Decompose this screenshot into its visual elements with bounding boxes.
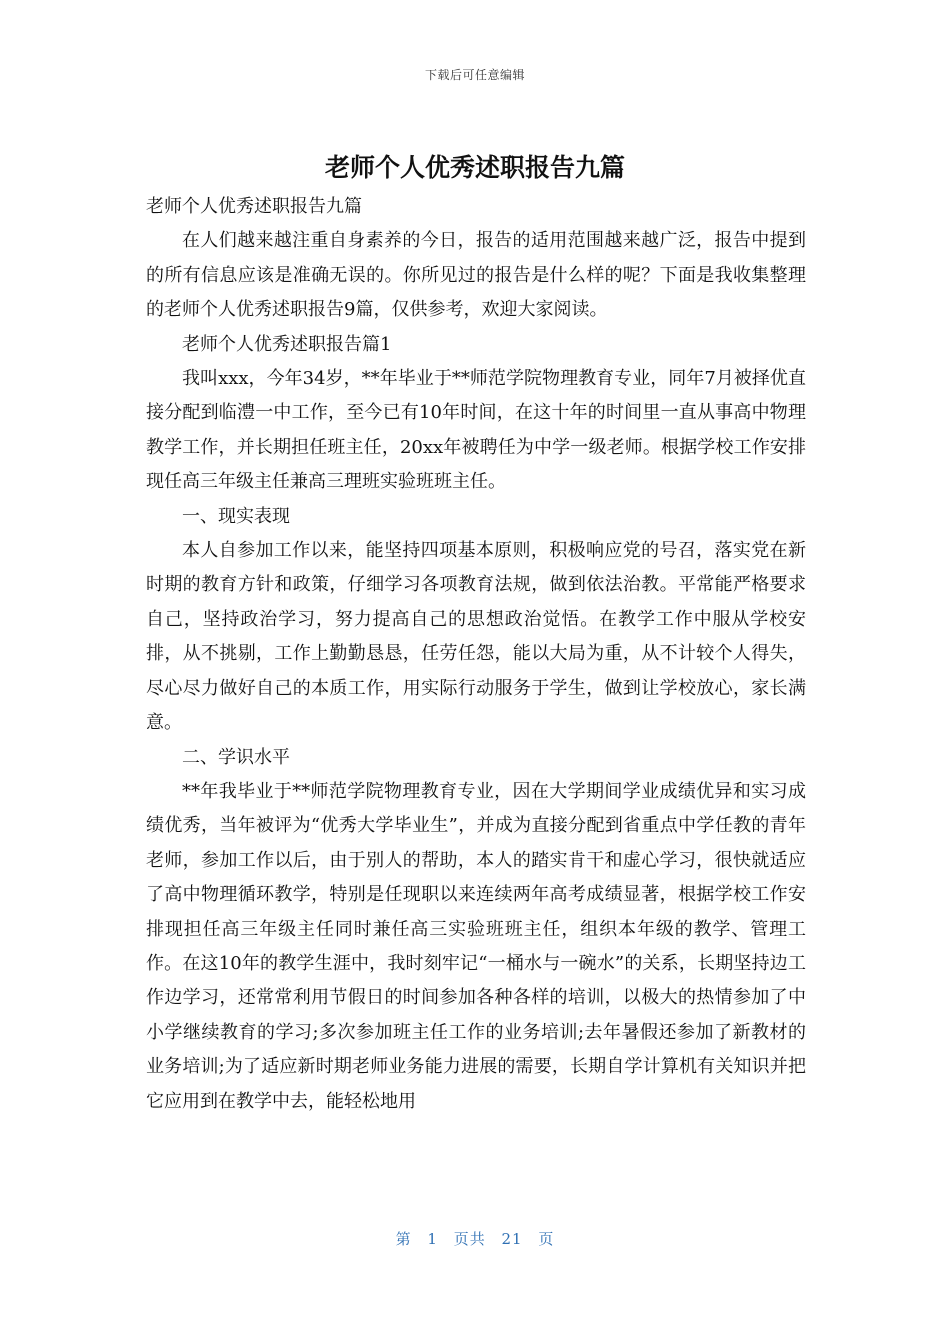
body-paragraph: **年我毕业于**师范学院物理教育专业，因在大学期间学业成绩优异和实习成绩优秀，当年被评为“优秀大学毕业生”，并成为直接分配到省重点中学任教的青年老师，参加工作以后，由于别人的帮助，本人的踏实肯干和虚心学习，很快就适应了高中物理循环教学，特别是任现职以来连续两年高考成绩显著，根据学校工作安排现担任高三年级主任同时兼任高三实验班班主任，组织本年级的教学、管理工作。在这10年的教学生涯中，我时刻牢记“一桶水与一碗水”的关系，长期坚持边工作边学习，还常常利用节假日的时间参加各种各样的培训，以极大的热情参加了中小学继续教育的学习;多次参加班主任工作的业务培训;去年暑假还参加了新教材的业务培训;为了适应新时期老师业务能力进展的需要，长期自学计算机有关知识并把它应用到在教学中去，能轻松地用 <box>146 780 806 1112</box>
section-heading-knowledge: 二、学识水平 <box>182 746 290 768</box>
document-body <box>146 190 806 1119</box>
section-heading-report-1: 老师个人优秀述职报告篇1 <box>182 333 392 355</box>
section-heading-performance: 一、现实表现 <box>182 505 290 527</box>
body-paragraph: 我叫xxx，今年34岁，**年毕业于**师范学院物理教育专业，同年7月被择优直接分配到临澧一中工作，至今已有10年时间，在这十年的时间里一直从事高中物理教学工作，并长期担任班主任，20xx年被聘任为中学一级老师。根据学校工作安排现任高三年级主任兼高三理班实验班班主任。 <box>146 368 806 493</box>
body-paragraph: 本人自参加工作以来，能坚持四项基本原则，积极响应党的号召，落实党在新时期的教育方针和政策，仔细学习各项教育法规，做到依法治教。平常能严格要求自己，坚持政治学习，努力提高自己的思想政治觉悟。在教学工作中服从学校安排，从不挑剔，工作上勤勤恳恳，任劳任怨，能以大局为重，从不计较个人得失，尽心尽力做好自己的本质工作，用实际行动服务于学生，做到让学校放心，家长满意。 <box>146 540 806 734</box>
intro-paragraph: 在人们越来越注重自身素养的今日，报告的适用范围越来越广泛，报告中提到的所有信息应该是准确无误的。你所见过的报告是什么样的呢？下面是我收集整理的老师个人优秀述职报告9篇，仅供参考，欢迎大家阅读。 <box>146 230 806 321</box>
page-number-footer: 第 1 页共 21 页 <box>395 1230 555 1248</box>
document-title: 老师个人优秀述职报告九篇 <box>324 153 625 182</box>
subtitle-line: 老师个人优秀述职报告九篇 <box>146 196 362 217</box>
page-header-note: 下载后可任意编辑 <box>424 68 525 82</box>
